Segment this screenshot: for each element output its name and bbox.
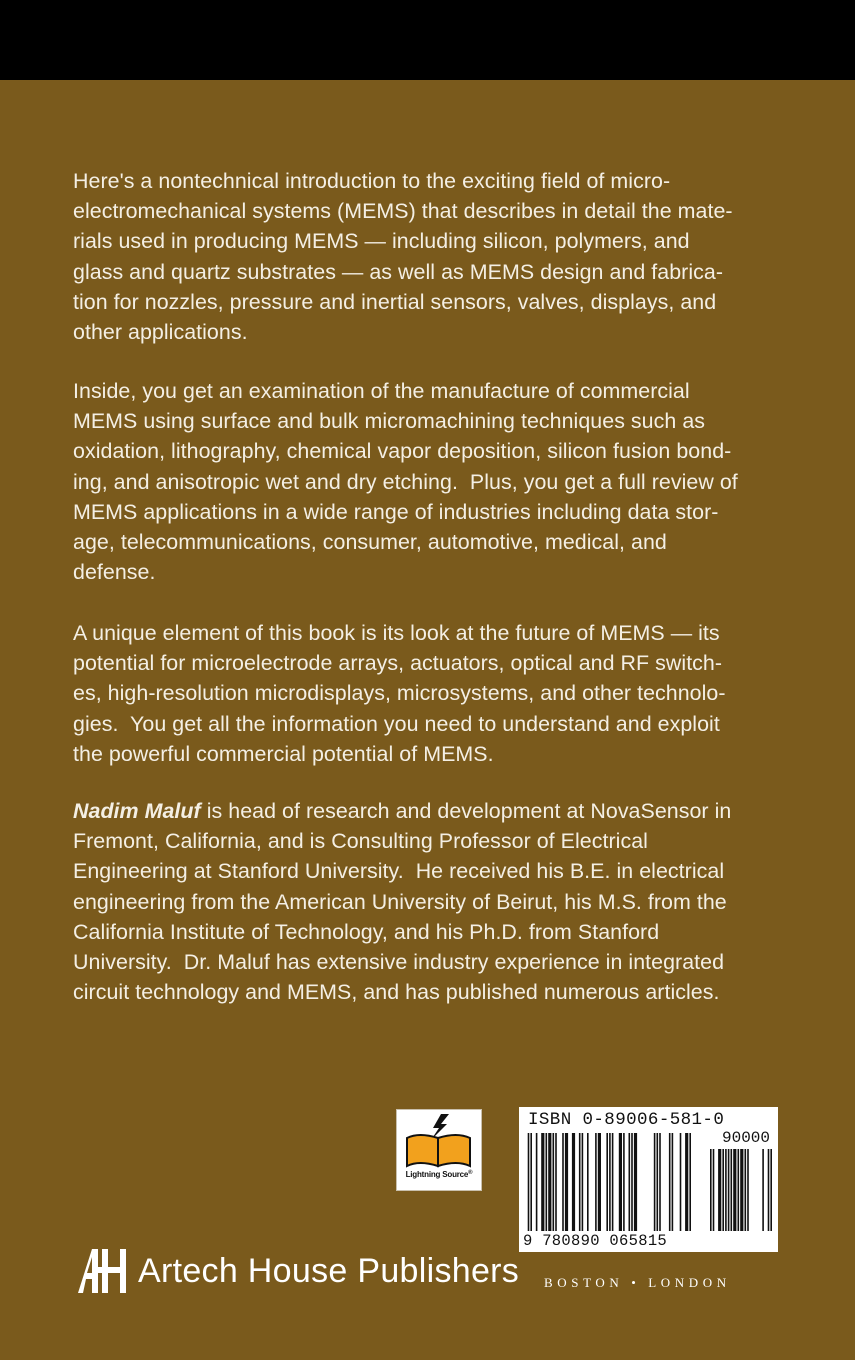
barcode-bar — [548, 1133, 551, 1231]
barcode-bar — [669, 1133, 671, 1231]
lightning-source-label: Lightning Source® — [405, 1170, 473, 1179]
barcode-bar — [718, 1149, 721, 1231]
barcode-bar — [579, 1133, 581, 1231]
barcode-bar — [595, 1133, 597, 1231]
barcode-bar — [657, 1133, 659, 1231]
barcode-bar — [612, 1133, 614, 1231]
barcode-bar — [528, 1133, 530, 1231]
author-name: Nadim Maluf — [73, 799, 201, 823]
barcode-bar — [629, 1133, 631, 1231]
isbn-barcode — [519, 1107, 778, 1252]
barcode-bar — [768, 1149, 770, 1231]
barcode-bar — [713, 1149, 715, 1231]
barcode-bar — [587, 1133, 589, 1231]
barcode-bar — [738, 1149, 740, 1231]
barcode-bar — [598, 1133, 601, 1231]
barcode-bar — [623, 1133, 625, 1231]
isbn-number: ISBN 0-89006-581-0 — [528, 1110, 725, 1130]
barcode-bar — [672, 1133, 674, 1231]
barcode-bar — [631, 1133, 633, 1231]
barcode-bar — [541, 1133, 544, 1231]
barcode-bar — [530, 1133, 532, 1231]
back-cover — [0, 80, 855, 1360]
barcode-bar — [659, 1133, 661, 1231]
barcode-bar — [740, 1149, 743, 1231]
barcode-bar — [728, 1149, 730, 1231]
barcode-bar — [680, 1133, 682, 1231]
barcode-bar — [747, 1149, 749, 1231]
barcode-bar — [685, 1133, 688, 1231]
barcode-bar — [762, 1149, 764, 1231]
barcode-bar — [634, 1133, 637, 1231]
lightning-source-logo — [396, 1109, 482, 1191]
price-code: 90000 — [721, 1129, 770, 1147]
barcode-bar — [619, 1133, 622, 1231]
barcode-bar — [565, 1133, 568, 1231]
publisher-cities: BOSTON • LONDON — [544, 1275, 731, 1290]
barcode-bar — [555, 1133, 557, 1231]
barcode-bar — [689, 1133, 691, 1231]
author-bio: Nadim Maluf is head of research and development at NovaSensor in Fremont, California, and is Consulting Professor of Electrical Engineering at Stanford University. He received his B.E. in electrical engineering from the American University of Beirut, his M.S. from the California Institute of Technology, and his Ph.D. from Stanford University. Dr. Maluf has extensive industry experience in integrated circuit technology and MEMS, and has published numerous articles. — [73, 799, 732, 1005]
barcode-bar — [572, 1133, 575, 1231]
barcode-bar — [770, 1149, 772, 1231]
barcode-bar — [606, 1133, 608, 1231]
barcode-bar — [731, 1149, 733, 1231]
description-paragraph-2: Inside, you get an examination of the manufacture of commercial MEMS using surface and bulk micromachining techniques such as oxidation, lithography, chemical vapor deposition, silicon fusion bond- ing, and anisotropic wet and dry etching. Plus, you get a full review of MEMS applications in a wide range of industries including data stor- age, telecommunications, consumer, automotive, medical, and defense. — [73, 379, 738, 585]
publisher-name: Artech House Publishers — [138, 1252, 520, 1290]
description-paragraph-3: A unique element of this book is its look at the future of MEMS — its potential for microelectrode arrays, actuators, optical and RF switch- es, high-resolution microdisplays, microsystems, and other technolo- gies. You get all the information you need to understand and exploit the powerful commercial potential of MEMS. — [73, 621, 726, 766]
barcode-bar — [722, 1149, 724, 1231]
barcode-bar — [546, 1133, 548, 1231]
ean-number: 9 780890 065815 — [523, 1232, 668, 1250]
barcode-bar — [562, 1133, 564, 1231]
barcode-bar — [745, 1149, 747, 1231]
barcode-bar — [725, 1149, 727, 1231]
barcode-bar — [654, 1133, 656, 1231]
barcode-bar — [536, 1133, 538, 1231]
barcode-bar — [733, 1149, 736, 1231]
barcode-bar — [582, 1133, 584, 1231]
description-paragraph-1: Here's a nontechnical introduction to the exciting field of micro- electromechanical systems (MEMS) that describes in detail the mate- rials used in producing MEMS — including silicon, polymers, and glass and quartz substrates — as well as MEMS design and fabrica- tion for nozzles, pressure and inertial sensors, valves, displays, and other applications. — [73, 169, 733, 345]
barcode-bar — [710, 1149, 712, 1231]
barcode-bar — [609, 1133, 611, 1231]
barcode-bar — [553, 1133, 555, 1231]
artech-house-logo-icon — [76, 1245, 128, 1297]
